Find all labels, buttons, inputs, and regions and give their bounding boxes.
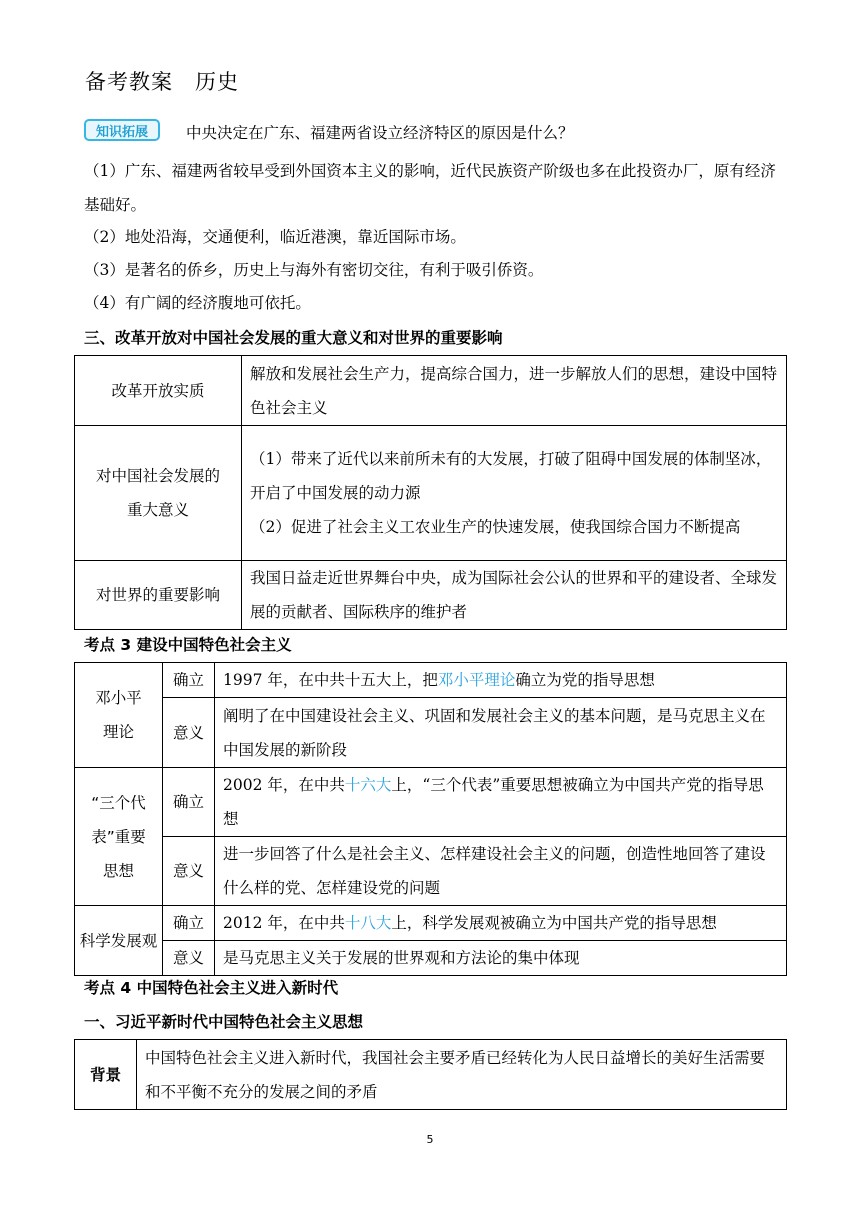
three-meaning: 进一步回答了什么是社会主义、怎样建设社会主义的问题，创造性地回答了建设什么样的党、怎样建设党的问题 — [215, 837, 787, 906]
row-content: 解放和发展社会生产力，提高综合国力，进一步解放人们的思想，建设中国特色社会主义 — [242, 356, 787, 426]
answer-2: （2）地处沿海，交通便利，临近港澳，靠近国际市场。 — [84, 228, 466, 246]
header-title-part2: 历史 — [195, 70, 239, 94]
deng-establish: 1997 年，在中共十五大上，把邓小平理论确立为党的指导思想 — [215, 663, 787, 698]
table-row — [75, 768, 787, 837]
kaodian3-heading: 考点 3 建设中国特色社会主义 — [84, 636, 292, 654]
header-title-part1: 备考教案 — [85, 70, 173, 94]
answer-1: （1）广东、福建两省较早受到外国资本主义的影响，近代民族资产阶级也多在此投资办厂，原有经济基础好。 — [84, 162, 776, 214]
deng-label: 邓小平理论 — [75, 663, 163, 768]
kaodian4-subheading: 一、习近平新时代中国特色社会主义思想 — [84, 1013, 364, 1031]
knowledge-badge: 知识拓展 — [84, 119, 160, 141]
knowledge-question: 中央决定在广东、福建两省设立经济特区的原因是什么？ — [186, 124, 574, 142]
row-content: 我国日益走近世界舞台中央，成为国际社会公认的世界和平的建设者、全球发展的贡献者、国际秩序的维护者 — [242, 561, 787, 630]
kaodian4-heading: 考点 4 中国特色社会主义进入新时代 — [84, 979, 339, 997]
row-content — [242, 426, 787, 561]
table-row — [75, 837, 787, 906]
establish-label: 确立 — [163, 768, 215, 837]
three-establish: 2002 年，在中共十六大上，“三个代表”重要思想被确立为中国共产党的指导思想 — [215, 768, 787, 837]
background-table — [74, 1039, 787, 1110]
science-label: 科学发展观 — [75, 906, 163, 976]
highlight-text: 十六大 — [344, 776, 392, 794]
meaning-label: 意义 — [163, 698, 215, 768]
theory-table — [74, 662, 787, 976]
background-content: 中国特色社会主义进入新时代，我国社会主要矛盾已经转化为人民日益增长的美好生活需要和不平衡不充分的发展之间的矛盾 — [137, 1040, 787, 1110]
deng-meaning: 阐明了在中国建设社会主义、巩固和发展社会主义的基本问题，是马克思主义在中国发展的新阶段 — [215, 698, 787, 768]
page-number: 5 — [426, 1133, 434, 1146]
page-header-title — [85, 66, 239, 96]
content-line: （2）促进了社会主义工农业生产的快速发展，使我国综合国力不断提高 — [250, 518, 741, 536]
highlight-text: 邓小平理论 — [437, 671, 516, 689]
row-label: 对中国社会发展的重大意义 — [75, 426, 242, 561]
background-label: 背景 — [75, 1040, 137, 1110]
meaning-label: 意义 — [163, 837, 215, 906]
table-row — [75, 356, 787, 426]
table-row — [75, 561, 787, 630]
table-row — [75, 941, 787, 976]
table-row — [75, 426, 787, 561]
establish-label: 确立 — [163, 906, 215, 941]
row-label: 对世界的重要影响 — [75, 561, 242, 630]
meaning-label: 意义 — [163, 941, 215, 976]
science-establish: 2012 年，在中共十八大上，科学发展观被确立为中国共产党的指导思想 — [215, 906, 787, 941]
row-label: 改革开放实质 — [75, 356, 242, 426]
establish-label: 确立 — [163, 663, 215, 698]
table-row — [75, 698, 787, 768]
section3-heading: 三、改革开放对中国社会发展的重大意义和对世界的重要影响 — [84, 329, 503, 347]
science-meaning: 是马克思主义关于发展的世界观和方法论的集中体现 — [215, 941, 787, 976]
content-line: （1）带来了近代以来前所未有的大发展，打破了阻碍中国发展的体制坚冰，开启了中国发展的动力源 — [250, 450, 772, 502]
highlight-text: 十八大 — [344, 914, 392, 932]
reform-table — [74, 355, 787, 630]
table-row — [75, 906, 787, 941]
table-row — [75, 663, 787, 698]
answer-4: （4）有广阔的经济腹地可依托。 — [84, 294, 311, 312]
three-represents-label: “三个代表”重要思想 — [75, 768, 163, 906]
table-row — [75, 1040, 787, 1110]
answer-3: （3）是著名的侨乡，历史上与海外有密切交往，有利于吸引侨资。 — [84, 261, 544, 279]
